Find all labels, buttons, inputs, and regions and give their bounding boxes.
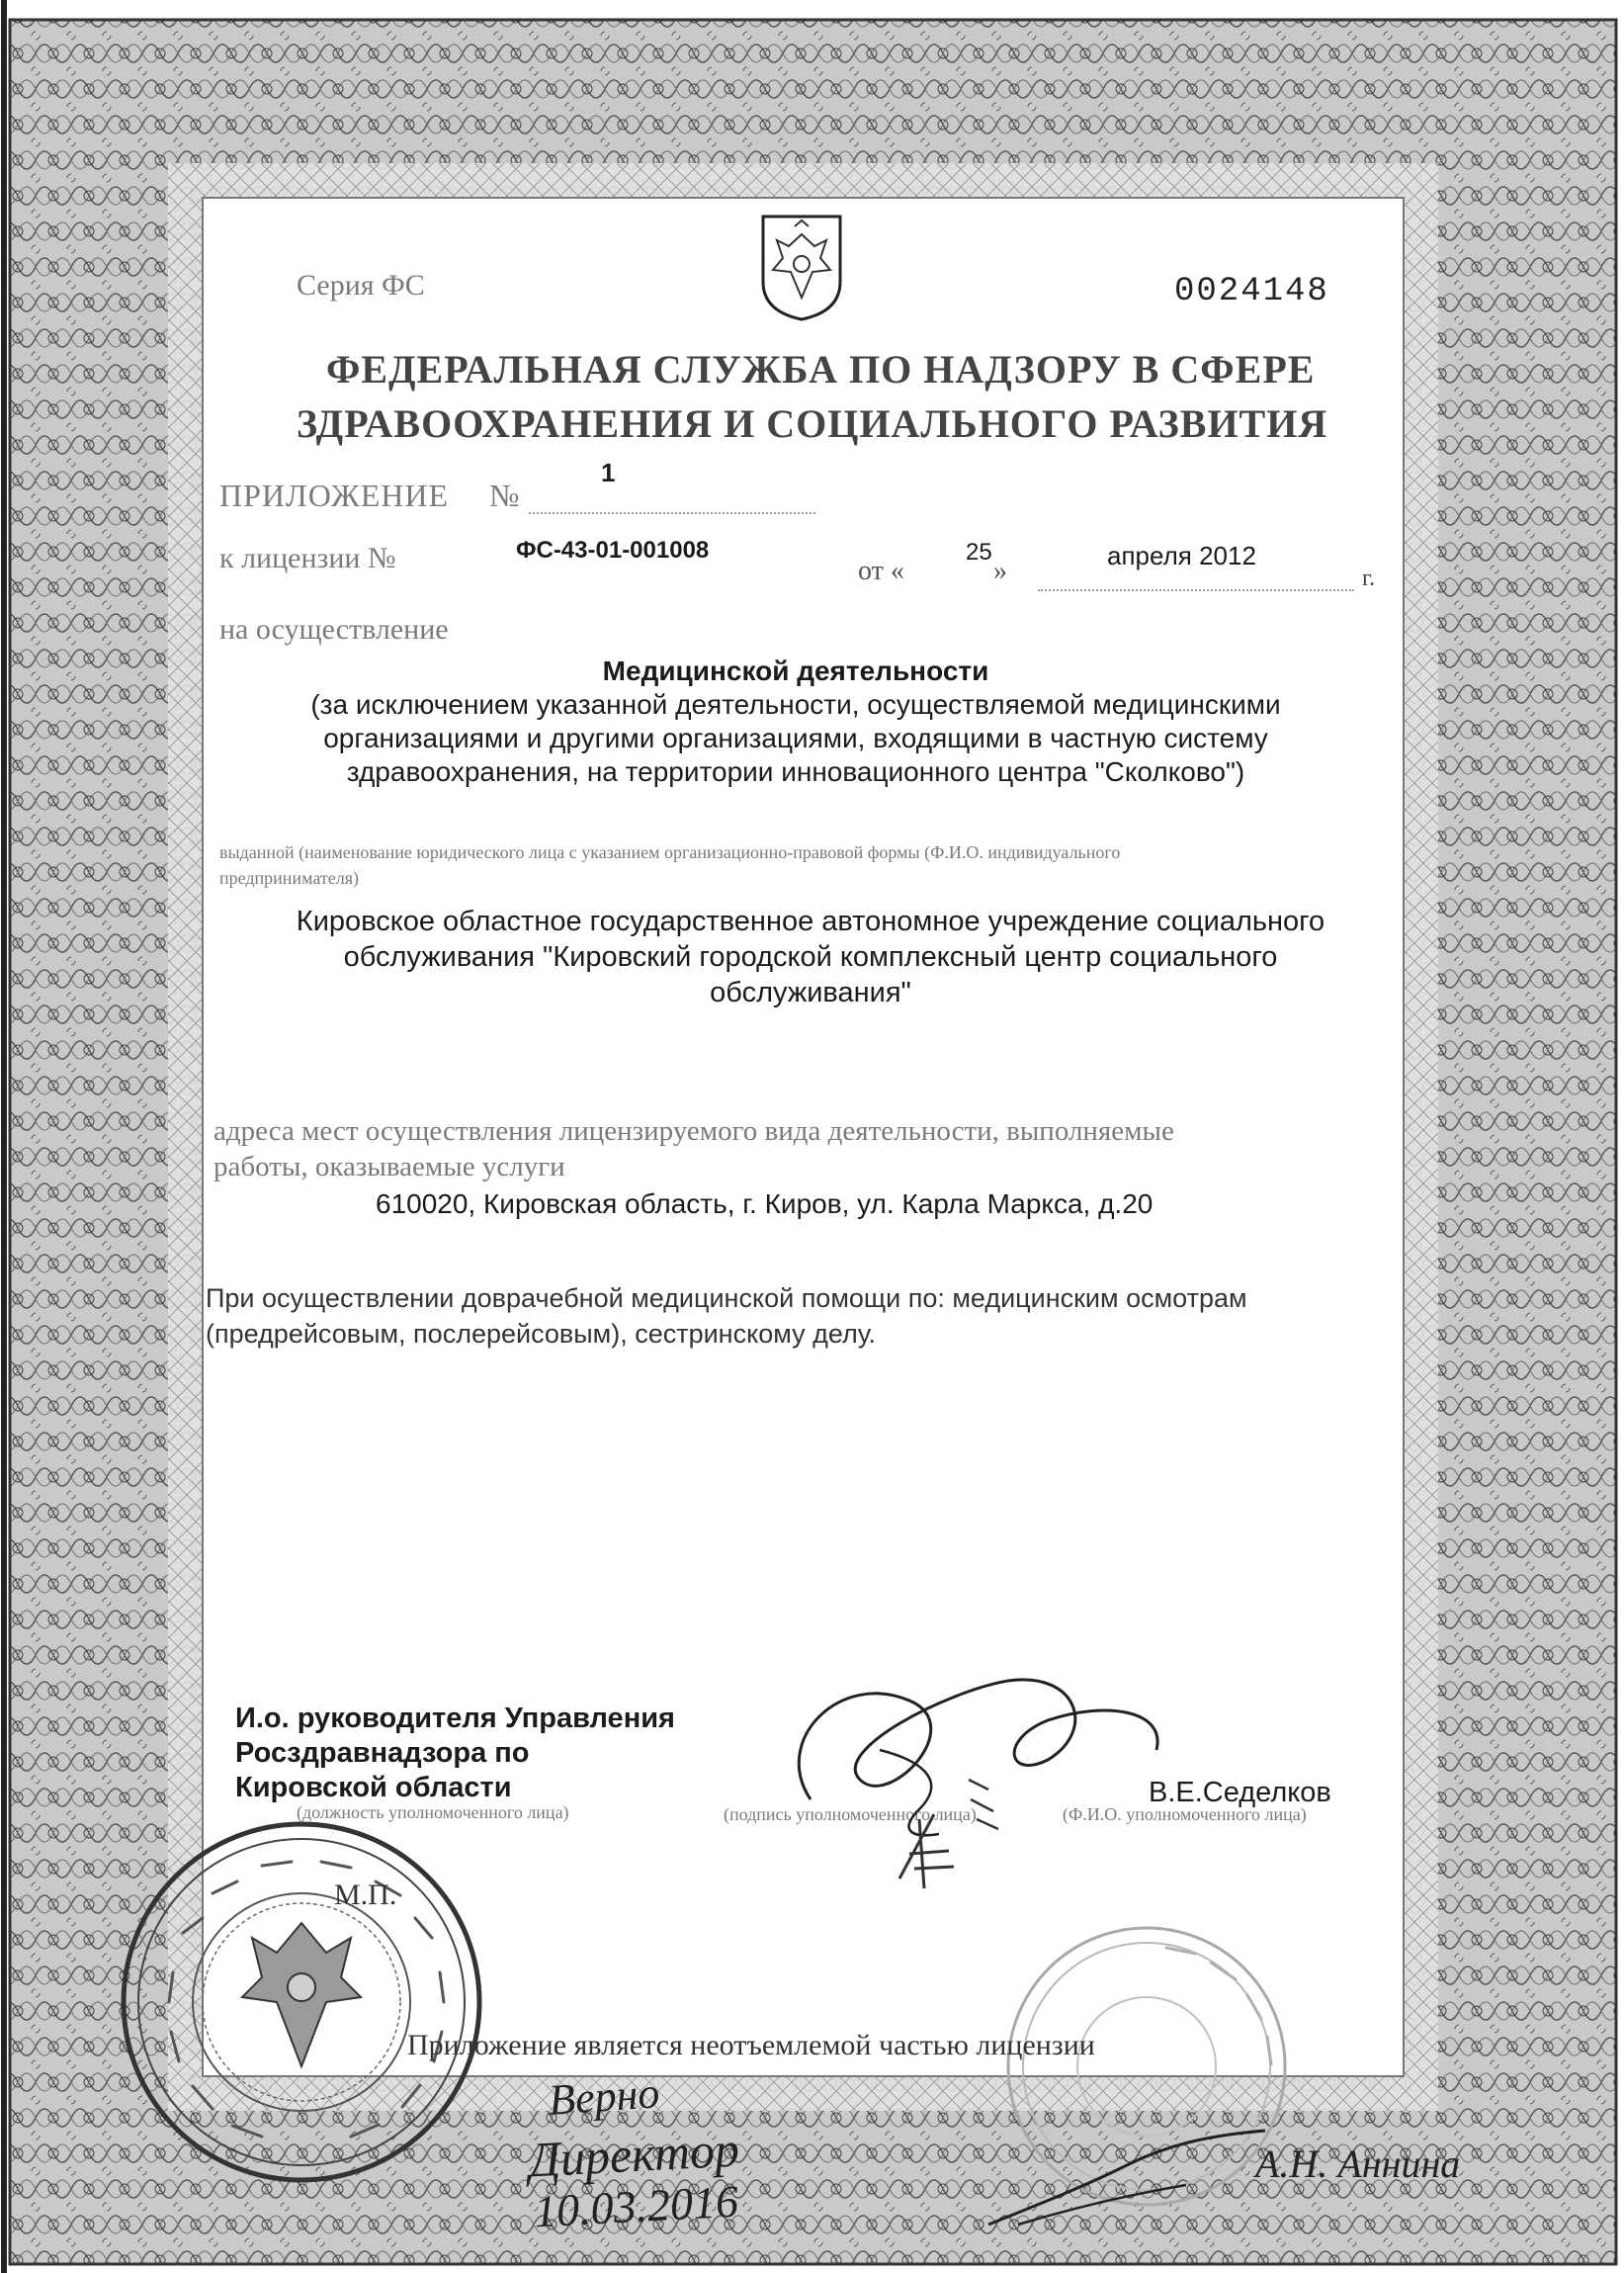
activity-line-2: организациями и другими организациями, входящими в частную систему	[323, 723, 1268, 753]
caption-position: (должность уполномоченного лица)	[297, 1802, 569, 1822]
handwritten-director: Директор	[527, 2121, 741, 2188]
handwritten-signature-stroke	[979, 2126, 1275, 2244]
handwritten-certified: Верно	[547, 2068, 661, 2125]
activity-line-1: (за исключением указанной деятельности, осуществляемой медицинскими	[310, 689, 1281, 720]
activity-label: на осуществление	[219, 613, 449, 646]
signer-name: В.Е.Седелков	[1149, 1777, 1331, 1808]
appendix-number-sign: №	[489, 478, 520, 513]
seal-mark: М.П.	[334, 1879, 397, 1911]
address-label-line2: работы, оказываемые услуги	[214, 1151, 565, 1182]
activity-line-3: здравоохранения, на территории инновационного центра "Сколково")	[346, 756, 1245, 787]
handwritten-signature: А.Н. Аннина	[1255, 2142, 1461, 2186]
official-signature-image	[751, 1631, 1176, 1898]
license-date-line	[1038, 589, 1354, 591]
serial-number: 0024148	[1174, 273, 1329, 310]
license-label: к лицензии №	[219, 542, 396, 574]
signer-position-line2: Росздравнадзора по	[235, 1737, 530, 1769]
organization-line-2: обслуживания "Кировский городской комплексный центр социального	[343, 941, 1278, 973]
organization-line-1: Кировское областное государственное автономное учреждение социального	[296, 906, 1325, 937]
agency-title-line2: ЗДРАВООХРАНЕНИЯ И СОЦИАЛЬНОГО РАЗВИТИЯ	[297, 401, 1328, 446]
license-number: ФС-43-01-001008	[516, 537, 710, 564]
address-label-line1: адреса мест осуществления лицензируемого вида деятельности, выполняемые	[214, 1115, 1174, 1147]
organization-name-block	[227, 904, 1394, 1010]
appendix-integral-note: Приложение является неотъемлемой частью лицензии	[407, 2029, 1095, 2061]
activity-title: Медицинской деятельности	[602, 656, 989, 686]
license-date-close: »	[993, 556, 1007, 586]
services-line2: (предрейсовым, послерейсовым), сестринскому делу.	[206, 1319, 877, 1349]
caption-signature: (подпись уполномоченного лица)	[724, 1804, 977, 1824]
license-date-month-year: апреля 2012	[1107, 541, 1256, 570]
caption-name: (Ф.И.О. уполномоченного лица)	[1063, 1804, 1307, 1824]
services-line1: При осуществлении доврачебной медицинской помощи по: медицинским осмотрам	[206, 1283, 1247, 1313]
license-date-day: 25	[966, 539, 992, 566]
license-year-suffix: г.	[1362, 566, 1376, 591]
address-value: 610020, Кировская область, г. Киров, ул. Карла Маркса, д.20	[376, 1188, 1154, 1219]
license-date-from: от «	[858, 556, 904, 586]
signer-position-line1: И.о. руководителя Управления	[235, 1703, 675, 1734]
agency-title-line1: ФЕДЕРАЛЬНАЯ СЛУЖБА ПО НАДЗОРУ В СФЕРЕ	[326, 347, 1316, 392]
issued-to-label-line2: предпринимателя)	[219, 868, 359, 888]
official-round-seal	[114, 1814, 489, 2190]
organization-line-3: обслуживания"	[710, 977, 911, 1008]
handwritten-date: 10.03.2016	[532, 2175, 740, 2237]
issued-to-label-line1: выданной (наименование юридического лица с указанием организационно-правовой формы (Ф.И.О. индивидуального	[219, 842, 1121, 862]
appendix-number-line	[529, 512, 815, 514]
appendix-label: ПРИЛОЖЕНИЕ	[219, 478, 450, 513]
activity-block	[257, 655, 1334, 789]
appendix-number: 1	[601, 458, 616, 487]
signer-position-line3: Кировской области	[235, 1772, 512, 1803]
coat-of-arms-emblem	[759, 213, 844, 321]
series-label: Серия ФС	[297, 269, 425, 302]
